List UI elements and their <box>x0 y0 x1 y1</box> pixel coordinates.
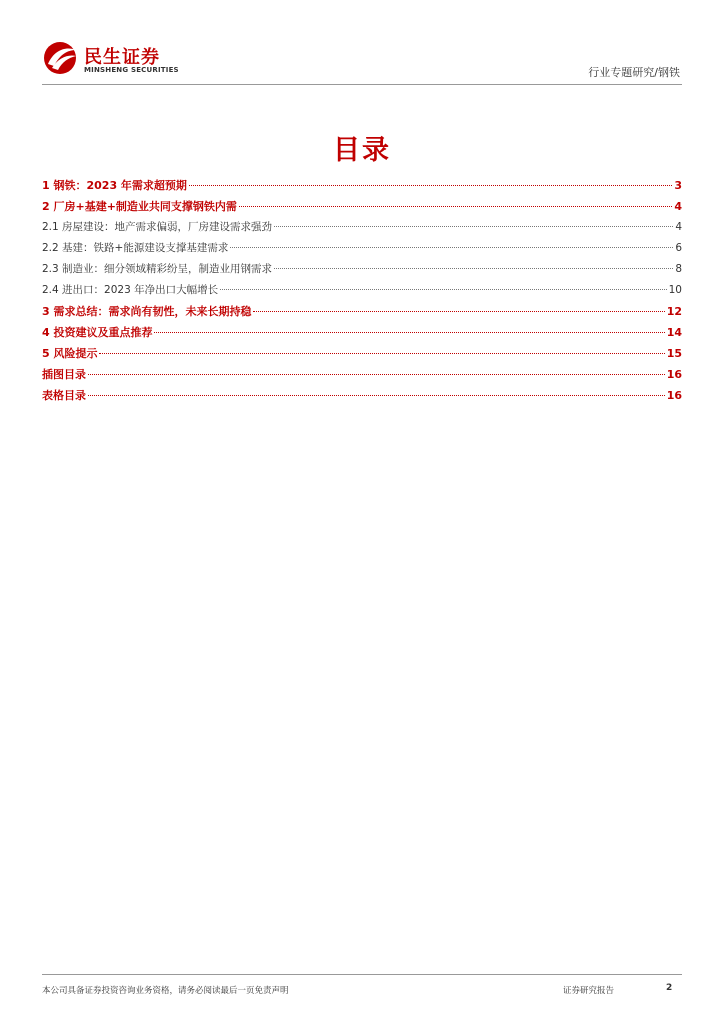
toc-entry[interactable] <box>42 217 682 238</box>
toc-entry-page: 14 <box>666 326 682 339</box>
toc-entry-text: 5 风险提示 <box>42 347 98 360</box>
toc-leader-dots <box>230 247 673 248</box>
toc-entry-page: 3 <box>674 179 682 192</box>
toc-entry[interactable] <box>42 364 682 385</box>
toc-entry-text: 2 厂房+基建+制造业共同支撑钢铁内需 <box>42 200 237 213</box>
toc-leader-dots <box>88 374 665 375</box>
page-title: 目录 <box>333 135 391 166</box>
toc-entry[interactable] <box>42 301 682 322</box>
toc-entry-page: 4 <box>675 221 682 233</box>
footer-report-type: 证券研究报告 <box>563 986 615 996</box>
toc-entry[interactable] <box>42 259 682 280</box>
toc-leader-dots <box>239 206 672 207</box>
report-category: 行业专题研究/钢铁 <box>588 66 680 79</box>
toc-entry-page: 16 <box>666 368 682 381</box>
toc-entry-page: 15 <box>666 347 682 360</box>
toc-entry[interactable] <box>42 385 682 406</box>
toc-entry-text: 2.4 进出口：2023 年净出口大幅增长 <box>42 284 219 296</box>
toc-leader-dots <box>274 226 673 227</box>
toc-entry-text: 表格目录 <box>42 389 86 402</box>
toc-entry-page: 12 <box>666 305 682 318</box>
toc-entry-text: 3 需求总结：需求尚有韧性，未来长期持稳 <box>42 305 252 318</box>
minsheng-logo-icon <box>42 40 80 76</box>
toc-entry-text: 2.3 制造业：细分领域精彩纷呈，制造业用钢需求 <box>42 263 273 275</box>
toc-leader-dots <box>154 332 664 333</box>
logo-english-name: MINSHENG SECURITIES <box>84 66 179 74</box>
toc-entry-page: 4 <box>674 200 682 213</box>
toc-entry-text: 插图目录 <box>42 368 86 381</box>
toc-entry-page: 16 <box>666 389 682 402</box>
toc-leader-dots <box>253 311 664 312</box>
toc-leader-dots <box>274 268 673 269</box>
toc-entry[interactable] <box>42 175 682 196</box>
toc-entry-page: 8 <box>675 263 682 275</box>
page-number: 2 <box>666 983 673 993</box>
logo-chinese-name: 民生证券 <box>84 47 160 68</box>
toc-entry-page: 10 <box>668 284 682 296</box>
toc-entry-text: 1 钢铁：2023 年需求超预期 <box>42 179 187 192</box>
toc-entry[interactable] <box>42 196 682 217</box>
toc-leader-dots <box>189 185 672 186</box>
toc-entry[interactable] <box>42 322 682 343</box>
company-logo <box>42 40 192 80</box>
header-divider <box>42 84 682 85</box>
toc-leader-dots <box>220 289 667 290</box>
toc-entry-text: 2.2 基建：铁路+能源建设支撑基建需求 <box>42 242 229 254</box>
toc-leader-dots <box>88 395 665 396</box>
toc-entry[interactable] <box>42 238 682 259</box>
toc-entry[interactable] <box>42 280 682 301</box>
footer-disclaimer: 本公司具备证券投资咨询业务资格，请务必阅读最后一页免责声明 <box>42 986 289 996</box>
table-of-contents <box>42 175 682 406</box>
toc-leader-dots <box>99 353 664 354</box>
toc-entry-text: 2.1 房屋建设：地产需求偏弱，厂房建设需求强劲 <box>42 221 273 233</box>
footer-divider <box>42 974 682 975</box>
toc-entry[interactable] <box>42 343 682 364</box>
page-header <box>42 40 682 84</box>
toc-entry-page: 6 <box>675 242 682 254</box>
toc-entry-text: 4 投资建议及重点推荐 <box>42 326 153 339</box>
